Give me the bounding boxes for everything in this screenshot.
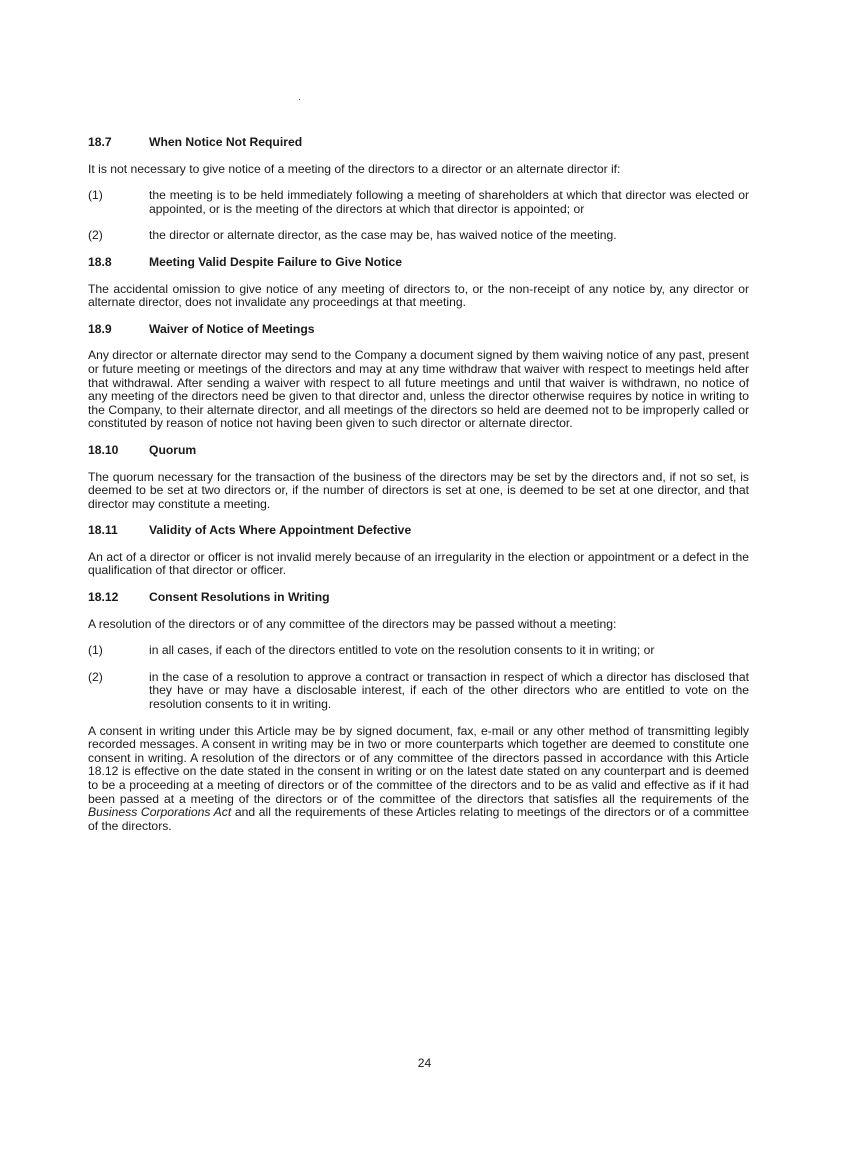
list-item-text: the meeting is to be held immediately following a meeting of shareholders at which that director was elected or appointed, or is the meeting of the directors at which that director is appointed; or: [149, 188, 749, 216]
closing-text-part-1: A consent in writing under this Article may be by signed document, fax, e-mail or any other method of transmitting legibly recorded messages. A consent in writing may be in two or more counterparts which together are deemed to constitute one consent in writing. A resolution of the directors or of any committee of the directors passed in accordance with this Article 18.12 is effective on the date stated in the consent in writing or on the latest date stated on any counterpart and is deemed to be a proceeding at a meeting of directors or of the committee of the directors and to be as valid and effective as if it had been passed at a meeting of the directors or of the committee of the directors that satisfies all the requirements of the: [88, 723, 749, 806]
section-number: 18.12: [88, 590, 119, 605]
list-item: [88, 644, 749, 658]
section-title: Consent Resolutions in Writing: [149, 590, 330, 605]
section-title: Waiver of Notice of Meetings: [149, 321, 315, 336]
section-number: 18.8: [88, 254, 112, 269]
section-heading-18-10: [88, 444, 749, 458]
section-number: 18.9: [88, 321, 112, 336]
closing-text-part-2: and all the requirements of these Articles relating to meetings of the directors or of a committee of the directors.: [88, 805, 749, 833]
list-marker: (1): [88, 643, 103, 658]
document-body: [88, 136, 749, 846]
section-number: 18.10: [88, 442, 119, 457]
section-intro: A resolution of the directors or of any committee of the directors may be passed without a meeting:: [88, 616, 617, 631]
section-number: 18.11: [88, 523, 118, 538]
list-item-text: in all cases, if each of the directors entitled to vote on the resolution consents to it in writing; or: [149, 643, 655, 658]
section-heading-18-11: [88, 524, 749, 538]
section-intro: It is not necessary to give notice of a meeting of the directors to a director or an alternate director if:: [88, 161, 621, 176]
stray-dot: [299, 99, 300, 100]
section-number: 18.7: [88, 135, 112, 149]
section-title: Quorum: [149, 442, 197, 457]
list-marker: (2): [88, 669, 103, 684]
list-item: [88, 671, 749, 712]
section-body: An act of a director or officer is not invalid merely because of an irregularity in the election or appointment or a defect in the qualification of that director or officer.: [88, 549, 749, 578]
section-heading-18-12: [88, 591, 749, 605]
list-marker: (2): [88, 228, 103, 243]
section-body: Any director or alternate director may send to the Company a document signed by them waiving notice of any past, present or future meeting or meetings of the directors and may at any time withdraw that waiver with respect to meetings held after that withdrawal. After sending a waiver with respect to all future meetings and until that waiver is withdrawn, no notice of any meeting of the directors need be given to that director and, unless the director otherwise requires by notice in writing to the Company, to their alternate director, and all meetings of the directors so held are deemed not to be improperly called or constituted by reason of notice not having been given to such director or alternate director.: [88, 348, 749, 431]
section-title: When Notice Not Required: [149, 135, 303, 149]
section-closing-paragraph: [88, 725, 749, 834]
list-item-text: in the case of a resolution to approve a contract or transaction in respect of which a director has disclosed that they have or may have a disclosable interest, if each of the other directors who are entitled to vote on the resolution consents to it in writing.: [149, 669, 749, 712]
list-marker: (1): [88, 188, 103, 203]
section-body: The accidental omission to give notice of any meeting of directors to, or the non-receipt of any notice by, any director or alternate director, does not invalidate any proceedings at that meeting.: [88, 281, 749, 310]
section-title: Validity of Acts Where Appointment Defective: [149, 523, 412, 538]
section-title: Meeting Valid Despite Failure to Give Notice: [149, 254, 402, 269]
section-body: The quorum necessary for the transaction of the business of the directors may be set by the directors and, if not so set, is deemed to be set at two directors or, if the number of directors is set at one, is deemed to be set at one director, and that director may constitute a meeting.: [88, 469, 749, 511]
list-item: [88, 229, 749, 243]
section-heading-18-8: [88, 256, 749, 270]
list-item: [88, 189, 749, 216]
page-number: 24: [417, 1056, 432, 1070]
list-item-text: the director or alternate director, as the case may be, has waived notice of the meeting.: [149, 228, 617, 243]
section-heading-18-9: [88, 323, 749, 337]
statute-name: Business Corporations Act: [88, 805, 232, 820]
section-heading-18-7: [88, 136, 749, 150]
